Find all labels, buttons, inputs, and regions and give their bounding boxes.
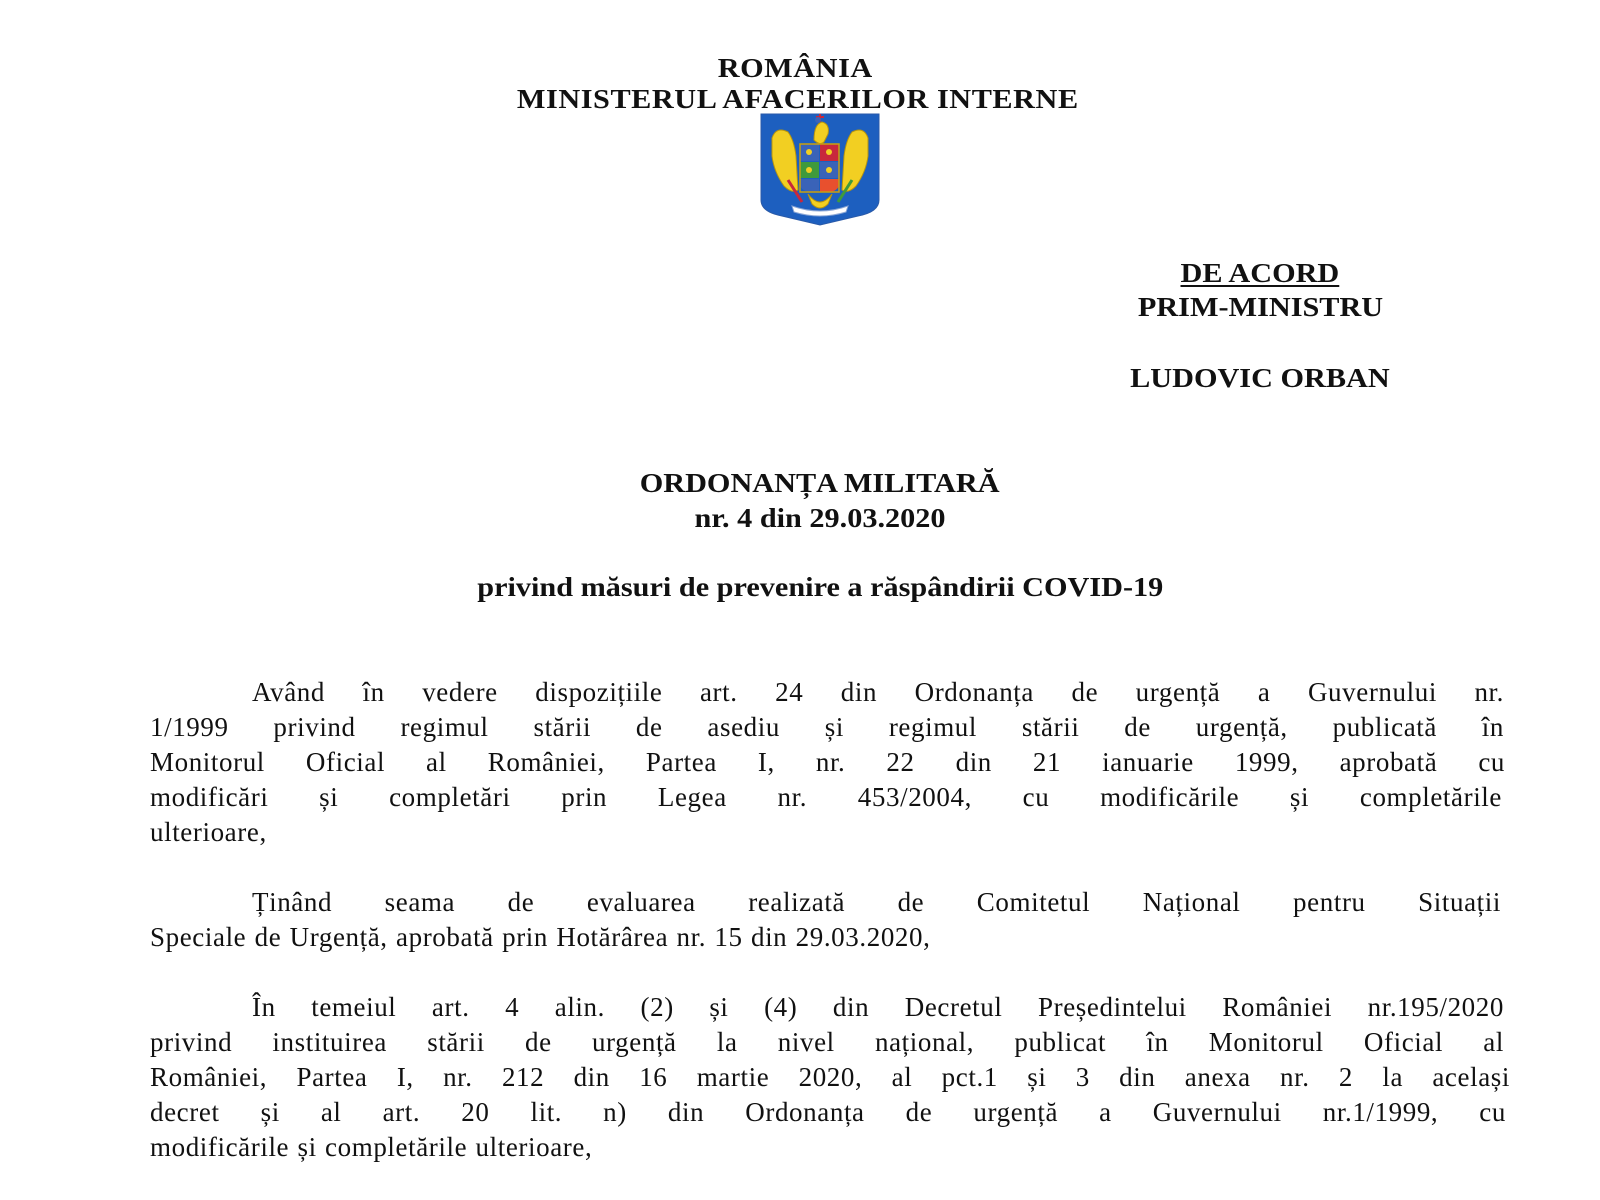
document-number-text: nr. 4 din 29.03.2020 (694, 503, 946, 533)
paragraph-line: Ținând seama de evaluarea realizată de Comitetul Național pentru Situații (252, 887, 1501, 917)
paragraph-line: României, Partea I, nr. 212 din 16 martie 2020, al pct.1 și 3 din anexa nr. 2 la același (150, 1062, 1510, 1092)
header-country-text: ROMÂNIA (717, 53, 873, 83)
paragraph-authority (150, 990, 1510, 1165)
approval-label-text: DE ACORD (1180, 258, 1340, 288)
header-country (0, 52, 1595, 84)
document-title (0, 467, 1600, 499)
approval-label (1060, 257, 1460, 289)
document-number (0, 502, 1600, 534)
document-title-text: ORDONANȚA MILITARĂ (640, 468, 1000, 498)
paragraph-evaluation (150, 885, 1501, 955)
paragraph-line: 1/1999 privind regimul stării de asediu și regimul stării de urgență, publicată în (150, 712, 1504, 742)
paragraph-line: Având în vedere dispozițiile art. 24 din Ordonanța de urgență a Guvernului nr. (252, 677, 1504, 707)
romania-coat-of-arms-icon (758, 112, 882, 226)
paragraph-legal-basis (150, 675, 1505, 850)
document-subject-text: privind măsuri de prevenire a răspândirii COVID-19 (476, 572, 1164, 602)
paragraph-line: Speciale de Urgență, aprobată prin Hotărârea nr. 15 din 29.03.2020, (150, 922, 931, 952)
document-subject (0, 571, 1600, 603)
paragraph-line: privind instituirea stării de urgență la nivel național, publicat în Monitorul Oficial al (150, 1027, 1504, 1057)
approval-title (1060, 291, 1460, 323)
approval-signatory-name (1060, 362, 1460, 394)
header-ministry-text: MINISTERUL AFACERILOR INTERNE (517, 84, 1079, 114)
paragraph-line: ulterioare, (150, 817, 267, 847)
paragraph-line: decret și al art. 20 lit. n) din Ordonanța de urgență a Guvernului nr.1/1999, cu (150, 1097, 1506, 1127)
header-ministry (0, 83, 1598, 115)
paragraph-line: Monitorul Oficial al României, Partea I, nr. 22 din 21 ianuarie 1999, aprobată cu (150, 747, 1505, 777)
paragraph-line: modificările și completările ulterioare, (150, 1132, 593, 1162)
paragraph-line: modificări și completări prin Legea nr. 453/2004, cu modificările și completările (150, 782, 1502, 812)
paragraph-line: În temeiul art. 4 alin. (2) și (4) din Decretul Președintelui României nr.195/2020 (252, 992, 1504, 1022)
approval-title-text: PRIM-MINISTRU (1137, 292, 1383, 322)
approval-name-text: LUDOVIC ORBAN (1130, 363, 1390, 393)
